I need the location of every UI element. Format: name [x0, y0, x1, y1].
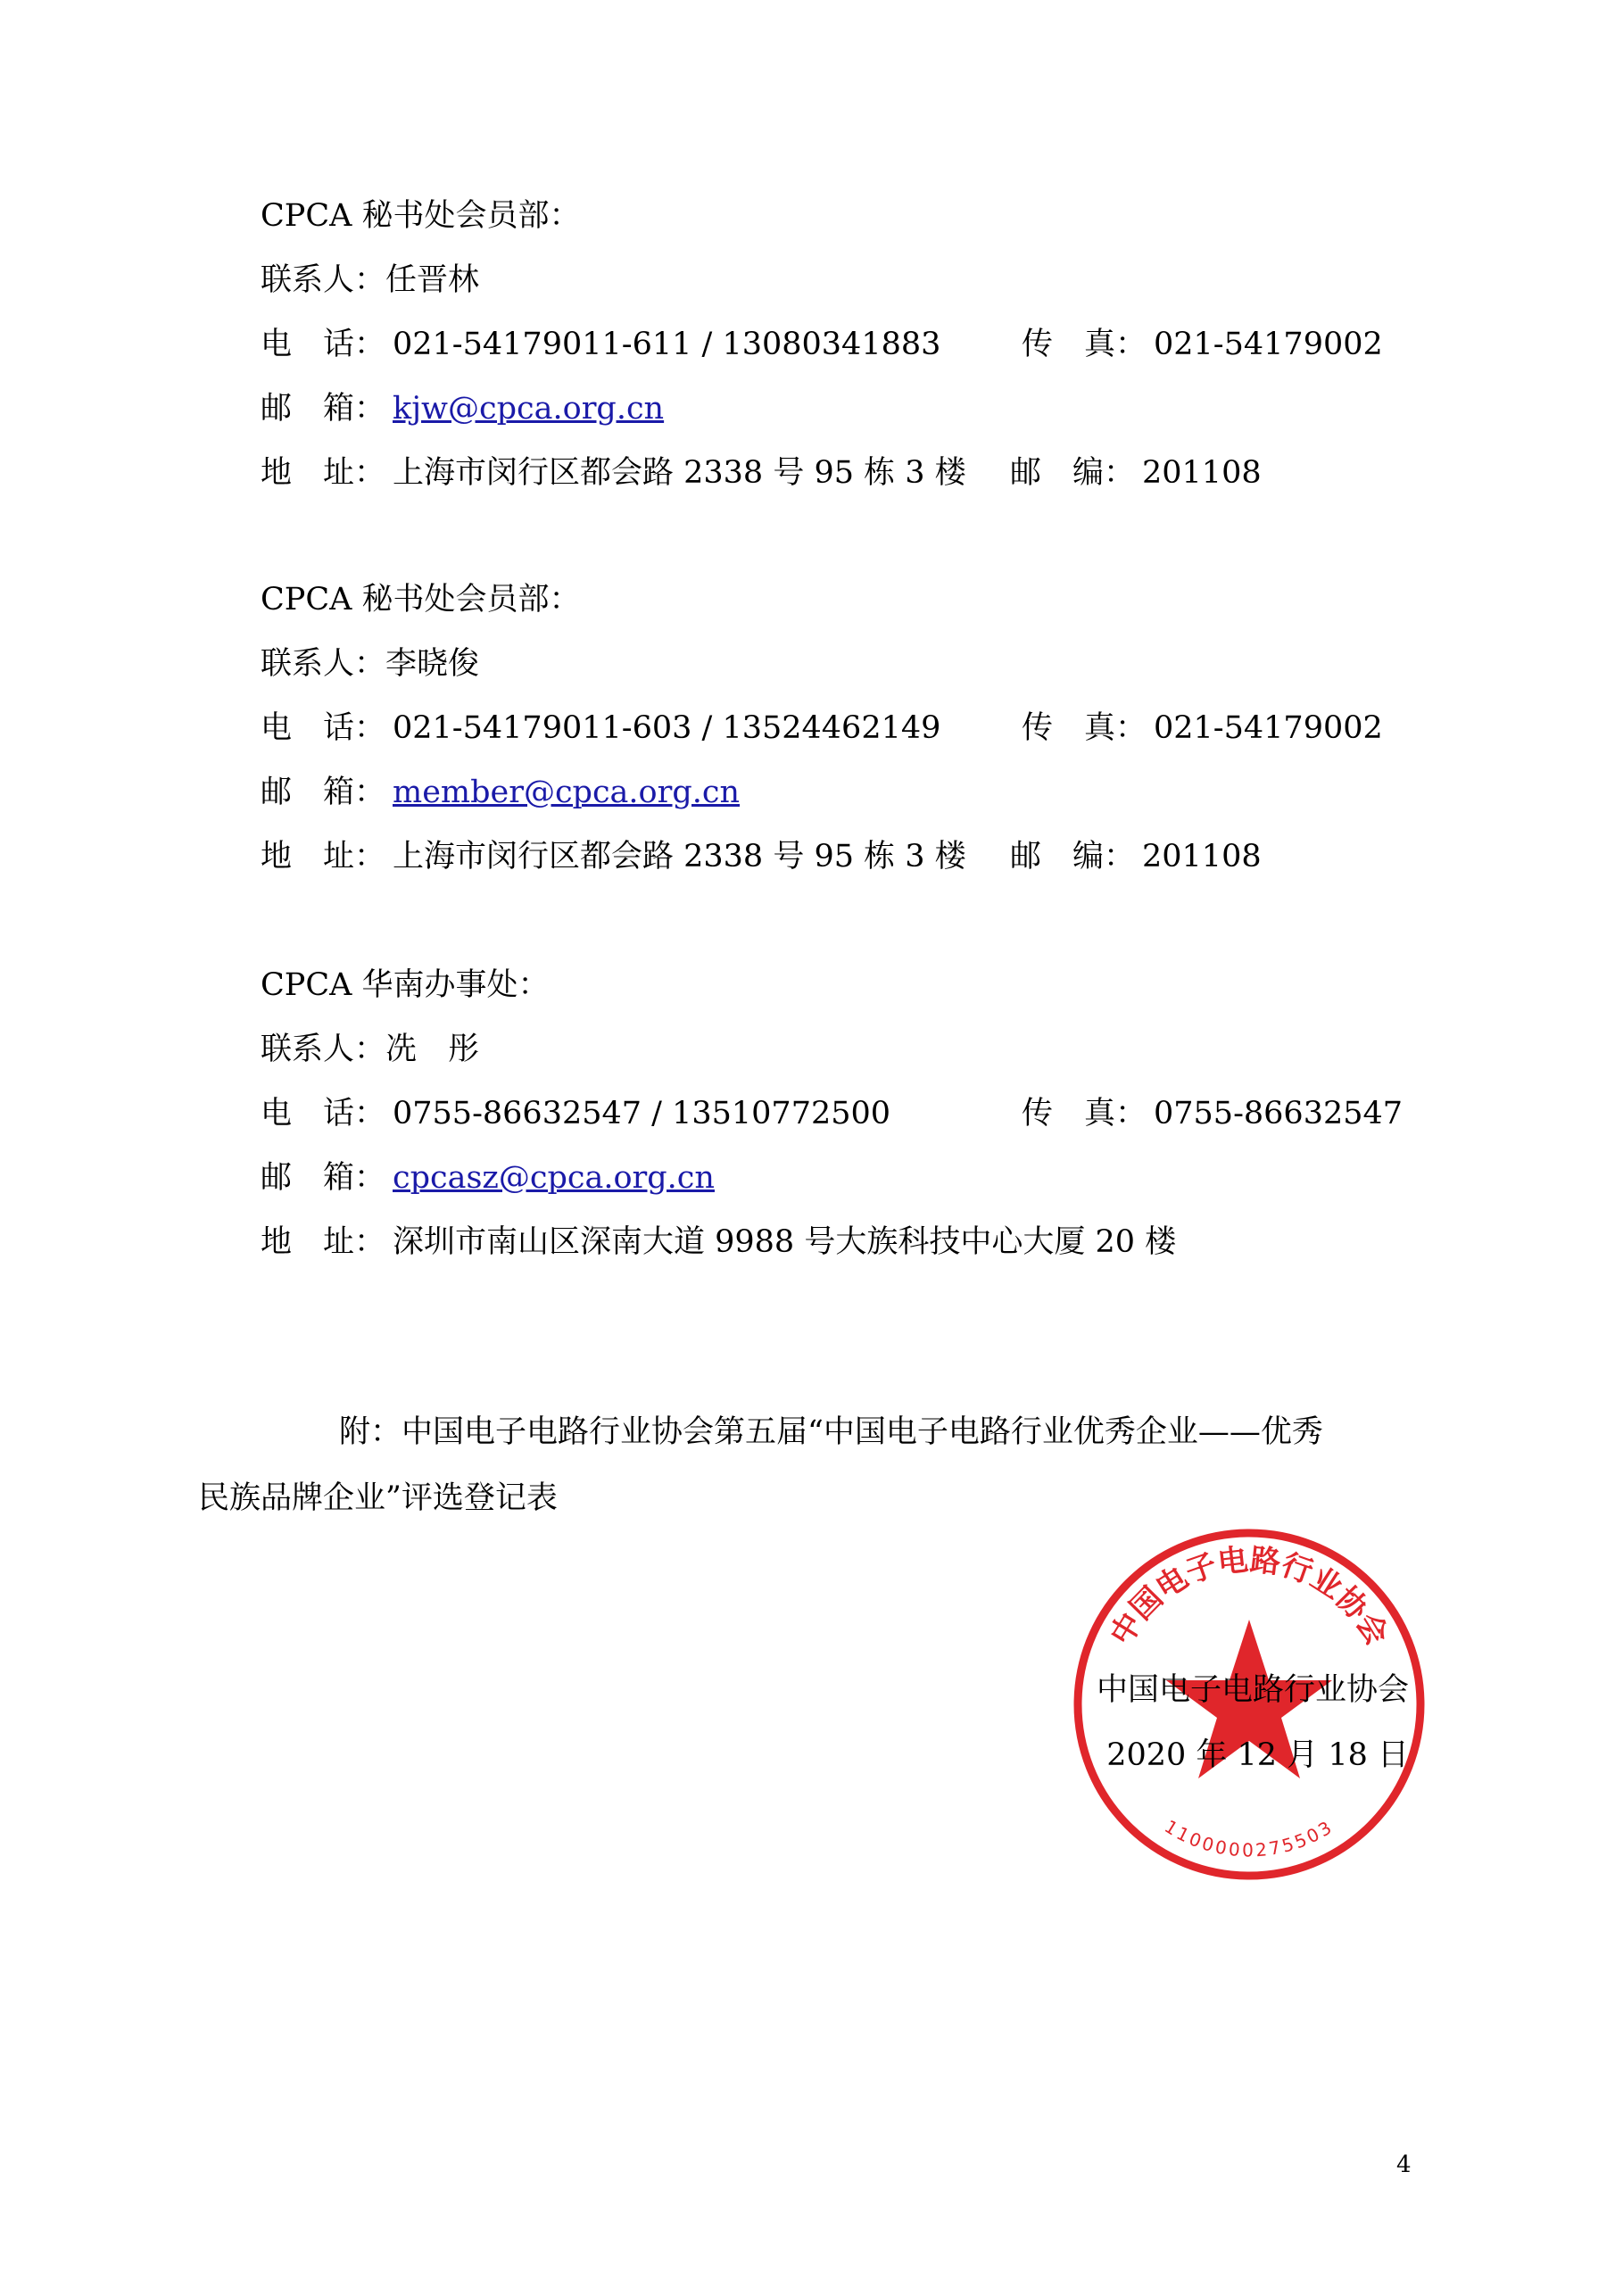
phone-label: 电 话：: [261, 327, 386, 362]
contact-line: [261, 391, 665, 427]
svg-text:1100000275503: [1161, 1815, 1337, 1861]
seal-org-text: 中国电子电路行业协会: [1103, 1542, 1395, 1652]
fax-label: 传 真：: [1022, 1096, 1147, 1131]
attachment-line-1: 附：中国电子电路行业协会第五届“中国电子电路行业优秀企业——优秀: [339, 1414, 1323, 1450]
zip-value: 201108: [1142, 455, 1262, 491]
phone-value: 0755-86632547 / 13510772500: [393, 1096, 891, 1131]
phone-label: 电 话：: [261, 1096, 386, 1131]
fax-value: 021-54179002: [1154, 710, 1383, 746]
address-label: 地 址：: [261, 839, 386, 874]
seal-number: 1100000275503: [1160, 1815, 1338, 1861]
contact-line: [261, 777, 740, 808]
contact-line: [261, 1160, 715, 1196]
fax-value: 021-54179002: [1154, 327, 1383, 362]
zip-label: 邮 编：: [1010, 455, 1136, 491]
contact-line: [261, 710, 1383, 746]
contact-person-label: 联系人：: [261, 262, 386, 298]
contact-line: [261, 1224, 1177, 1260]
page-number: 4: [1396, 2151, 1412, 2178]
contact-section-title: CPCA 华南办事处：: [261, 967, 550, 1003]
email-label: 邮 箱：: [261, 391, 386, 427]
contact-person-label: 联系人：: [261, 1032, 386, 1067]
contact-person: 冼 彤: [385, 1032, 480, 1067]
contact-line: [261, 198, 581, 234]
email-label: 邮 箱：: [261, 1160, 386, 1196]
signature-org: 中国电子电路行业协会: [1096, 1672, 1409, 1708]
zip-value: 201108: [1142, 839, 1262, 874]
address-label: 地 址：: [261, 1224, 386, 1260]
contact-line: [261, 327, 1383, 362]
email-link[interactable]: cpcasz@cpca.org.cn: [393, 1160, 715, 1196]
address-value: 上海市闵行区都会路 2338 号 95 栋 3 楼: [393, 839, 966, 874]
fax-label: 传 真：: [1022, 710, 1147, 746]
phone-value: 021-54179011-611 / 13080341883: [393, 327, 941, 362]
contact-section-title: CPCA 秘书处会员部：: [261, 198, 581, 234]
contact-section-title: CPCA 秘书处会员部：: [261, 582, 581, 618]
fax-label: 传 真：: [1022, 327, 1147, 362]
contact-line: [261, 1034, 479, 1065]
phone-value: 021-54179011-603 / 13524462149: [393, 710, 941, 746]
zip-label: 邮 编：: [1010, 839, 1136, 874]
contact-line: [261, 967, 550, 1003]
email-label: 邮 箱：: [261, 775, 386, 810]
contact-line: [261, 646, 480, 682]
address-value: 上海市闵行区都会路 2338 号 95 栋 3 楼: [393, 455, 966, 491]
address-value: 深圳市南山区深南大道 9988 号大族科技中心大厦 20 楼: [393, 1224, 1177, 1260]
contact-line: [261, 839, 1262, 874]
contact-line: [261, 455, 1262, 491]
signature-date: 2020 年 12 月 18 日: [1106, 1737, 1409, 1773]
contact-person: 李晓俊: [385, 646, 480, 682]
email-link[interactable]: member@cpca.org.cn: [393, 775, 741, 810]
contact-line: [261, 262, 480, 298]
address-label: 地 址：: [261, 455, 386, 491]
phone-label: 电 话：: [261, 710, 386, 746]
contact-person: 任晋林: [385, 262, 480, 298]
contact-person-label: 联系人：: [261, 646, 386, 682]
fax-value: 0755-86632547: [1154, 1096, 1404, 1131]
email-link[interactable]: kjw@cpca.org.cn: [393, 391, 665, 427]
contact-line: [261, 1096, 1404, 1131]
attachment-line-2: 民族品牌企业”评选登记表: [198, 1480, 558, 1516]
contact-line: [261, 584, 581, 616]
